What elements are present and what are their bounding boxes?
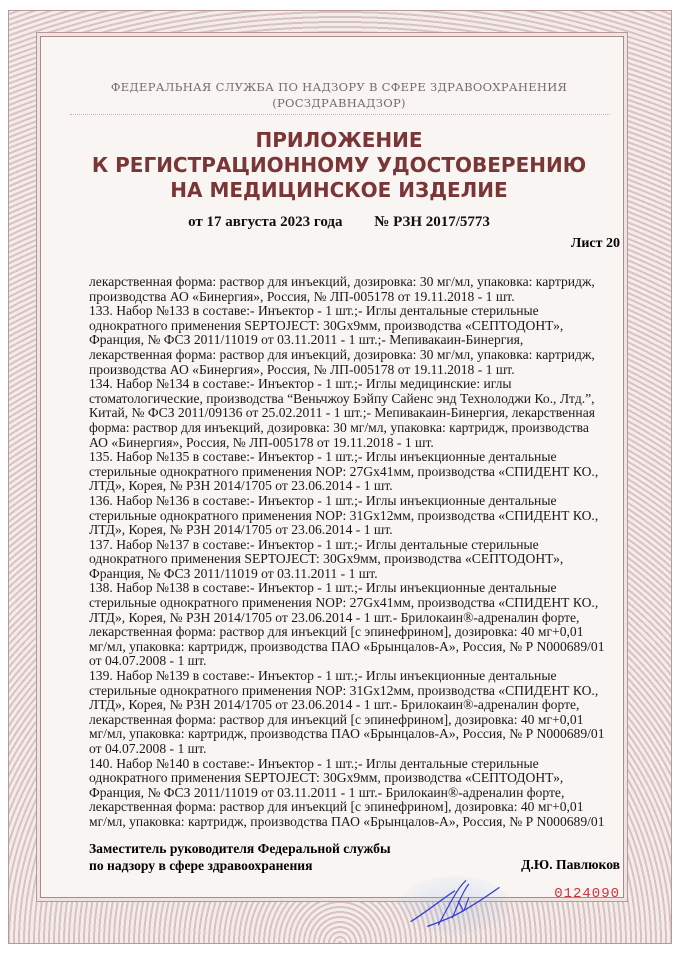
body-line: стерильные однократного применения NOP: 27Gx41мм, производства «СПИДЕНТ КО., bbox=[89, 595, 599, 611]
document-body bbox=[89, 275, 629, 830]
body-line: Франция, № ФСЗ 2011/11019 от 03.11.2011 - 1 шт.;- Мепивакаин-Бинергия, bbox=[89, 332, 524, 348]
body-line: 140. Набор №140 в составе:- Инъектор - 1 шт.;- Иглы дентальные стерильные bbox=[89, 755, 539, 771]
position-line-2: по надзору в сфере здравоохранения bbox=[89, 858, 313, 873]
body-line: лекарственная форма: раствор для инъекций, дозировка: 30 мг/мл, упаковка: картридж, bbox=[89, 346, 595, 362]
certificate-date: от 17 августа 2023 года bbox=[188, 214, 343, 230]
body-line: лекарственная форма: раствор для инъекций [с эпинефрином], дозировка: 40 мг+0,01 bbox=[89, 799, 584, 815]
body-line: стерильные однократного применения NOP: 31Gx12мм, производства «СПИДЕНТ КО., bbox=[89, 507, 599, 523]
body-line: от 04.07.2008 - 1 шт. bbox=[89, 741, 207, 756]
body-line: ЛТД», Корея, № РЗН 2014/1705 от 23.06.2014 - 1 шт. bbox=[89, 478, 393, 494]
certificate-number: № РЗН 2017/5773 bbox=[374, 214, 490, 230]
body-line: лекарственная форма: раствор для инъекций [с эпинефрином], дозировка: 40 мг+0,01 bbox=[89, 624, 584, 640]
body-line: форма: раствор для инъекций, дозировка: 30 мг/мл, упаковка: картридж, производства bbox=[89, 419, 589, 435]
sheet-number: Лист 20 bbox=[570, 236, 620, 251]
body-line: 137. Набор №137 в составе:- Инъектор - 1 шт.;- Иглы дентальные стерильные bbox=[89, 536, 539, 552]
position-line-1: Заместитель руководителя Федеральной службы bbox=[89, 841, 391, 856]
body-line: Китай, № ФСЗ 2011/09136 от 25.02.2011 - 1 шт.;- Мепивакаин-Бинергия, лекарственная bbox=[89, 405, 595, 421]
body-line: производства АО «Бинергия», Россия, № ЛП-005178 от 19.11.2018 - 1 шт. bbox=[89, 361, 515, 377]
divider bbox=[70, 114, 610, 115]
agency-name: ФЕДЕРАЛЬНАЯ СЛУЖБА ПО НАДЗОРУ В СФЕРЕ ЗДРАВООХРАНЕНИЯ bbox=[110, 80, 568, 94]
body-line: ЛТД», Корея, № РЗН 2014/1705 от 23.06.2014 - 1 шт.- Брилокаин®-адреналин форте, bbox=[89, 609, 580, 625]
date-number-line bbox=[0, 214, 678, 231]
body-line: 134. Набор №134 в составе:- Инъектор - 1 шт.;- Иглы медицинские: иглы bbox=[89, 376, 512, 392]
title-line-2: К РЕГИСТРАЦИОННОМУ УДОСТОВЕРЕНИЮ bbox=[91, 153, 587, 177]
agency-short-name: (РОСЗДРАВНАДЗОР) bbox=[272, 96, 406, 110]
signatory-name: Д.Ю. Павлюков bbox=[521, 857, 620, 872]
body-line: 136. Набор №136 в составе:- Инъектор - 1 шт.;- Иглы инъекционные дентальные bbox=[89, 492, 557, 508]
body-line: 138. Набор №138 в составе:- Инъектор - 1 шт.;- Иглы инъекционные дентальные bbox=[89, 580, 557, 596]
body-line: мг/мл, упаковка: картридж, производства ПАО «Брынцалов-А», Россия, № Р N000689/01 bbox=[89, 638, 605, 654]
body-line: 139. Набор №139 в составе:- Инъектор - 1 шт.;- Иглы инъекционные дентальные bbox=[89, 668, 557, 684]
body-line: 135. Набор №135 в составе:- Инъектор - 1 шт.;- Иглы инъекционные дентальные bbox=[89, 449, 557, 465]
body-line: однократного применения SEPTOJECT: 30Gx9мм, производства «СЕПТОДОНТ», bbox=[89, 770, 564, 786]
body-line: стоматологические, производства “Веньчжоу Бэйпу Сайенс энд Технолоджи Ко., Лтд.”, bbox=[89, 390, 595, 406]
body-line: ЛТД», Корея, № РЗН 2014/1705 от 23.06.2014 - 1 шт.- Брилокаин®-адреналин форте, bbox=[89, 697, 580, 713]
body-line: производства АО «Бинергия», Россия, № ЛП-005178 от 19.11.2018 - 1 шт. bbox=[89, 288, 515, 304]
body-line: мг/мл, упаковка: картридж, производства ПАО «Брынцалов-А», Россия, № Р N000689/01 bbox=[89, 726, 605, 742]
body-line: лекарственная форма: раствор для инъекций, дозировка: 30 мг/мл, упаковка: картридж, bbox=[89, 274, 595, 289]
body-line: стерильные однократного применения NOP: 27Gx41мм, производства «СПИДЕНТ КО., bbox=[89, 463, 599, 479]
body-line: Франция, № ФСЗ 2011/11019 от 03.11.2011 - 1 шт.- Брилокаин®-адреналин форте, bbox=[89, 784, 565, 800]
body-line: 133. Набор №133 в составе:- Инъектор - 1 шт.;- Иглы дентальные стерильные bbox=[89, 303, 539, 319]
body-line: лекарственная форма: раствор для инъекций [с эпинефрином], дозировка: 40 мг+0,01 bbox=[89, 711, 584, 727]
signature bbox=[405, 877, 505, 932]
body-line: ЛТД», Корея, № РЗН 2014/1705 от 23.06.2014 - 1 шт. bbox=[89, 522, 393, 538]
body-line: Франция, № ФСЗ 2011/11019 от 03.11.2011 - 1 шт. bbox=[89, 565, 378, 581]
signatory-position bbox=[89, 840, 391, 874]
serial-number: 0124090 bbox=[554, 886, 620, 902]
body-line: мг/мл, упаковка: картридж, производства ПАО «Брынцалов-А», Россия, № Р N000689/01 bbox=[89, 813, 605, 829]
body-line: от 04.07.2008 - 1 шт. bbox=[89, 653, 207, 669]
title-line-3: НА МЕДИЦИНСКОЕ ИЗДЕЛИЕ bbox=[170, 178, 508, 202]
body-line: АО «Бинергия», Россия, № ЛП-005178 от 19.11.2018 - 1 шт. bbox=[89, 434, 434, 450]
body-line: стерильные однократного применения NOP: 31Gx12мм, производства «СПИДЕНТ КО., bbox=[89, 682, 599, 698]
body-line: однократного применения SEPTOJECT: 30Gx9мм, производства «СЕПТОДОНТ», bbox=[89, 551, 564, 567]
title-line-1: ПРИЛОЖЕНИЕ bbox=[255, 128, 423, 152]
body-line: однократного применения SEPTOJECT: 30Gx9мм, производства «СЕПТОДОНТ», bbox=[89, 317, 564, 333]
